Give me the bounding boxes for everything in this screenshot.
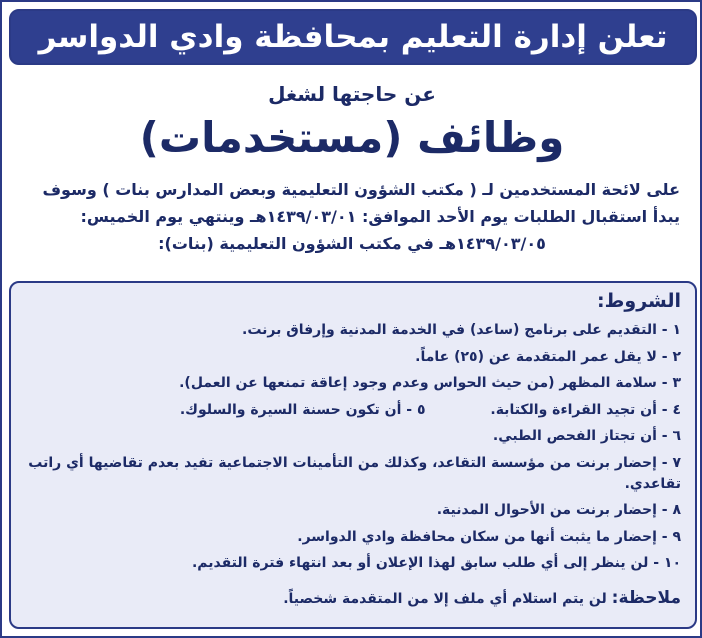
note-label: ملاحظة: bbox=[611, 588, 681, 608]
header-title: تعلن إدارة التعليم بمحافظة وادي الدواسر bbox=[38, 19, 668, 55]
description-line-2: يبدأ استقبال الطلبات يوم الأحد الموافق: ١٤٣٩/٠٣/٠١هـ وينتهي يوم الخميس: bbox=[80, 207, 680, 226]
note-text: لن يتم استلام أي ملف إلا من المتقدمة شخصياً. bbox=[283, 591, 607, 607]
condition-item-row bbox=[17, 400, 681, 421]
description bbox=[24, 176, 680, 257]
condition-item: ١ - التقديم على برنامج (ساعد) في الخدمة المدنية وإرفاق برنت. bbox=[242, 322, 681, 338]
condition-item: ٧ - إحضار برنت من مؤسسة التقاعد، وكذلك من التأمينات الاجتماعية تفيد بعدم تقاضيها أي راتب تقاعدي. bbox=[28, 454, 681, 492]
condition-item: ٢ - لا يقل عمر المتقدمة عن (٢٥) عاماً. bbox=[415, 348, 681, 365]
description-line-1: على لائحة المستخدمين لـ ( مكتب الشؤون التعليمية وبعض المدارس بنات ) وسوف bbox=[42, 180, 680, 199]
condition-item: ٦ - أن تجتاز الفحص الطبي. bbox=[492, 428, 681, 444]
intro-text: عن حاجتها لشغل bbox=[268, 82, 436, 106]
condition-item: ٥ - أن تكون حسنة السيرة والسلوك. bbox=[179, 401, 426, 418]
conditions-title: الشروط: bbox=[597, 290, 681, 312]
job-title: وظائف (مستخدمات) bbox=[139, 113, 565, 162]
conditions-panel bbox=[9, 281, 697, 629]
header-banner bbox=[9, 9, 697, 65]
note bbox=[283, 588, 681, 608]
condition-item: ٣ - سلامة المظهر (من حيث الحواس وعدم وجود إعاقة تمنعها عن العمل). bbox=[179, 375, 681, 391]
description-line-3: ١٤٣٩/٠٣/٠٥هـ في مكتب الشؤون التعليمية (بنات): bbox=[158, 234, 546, 253]
condition-item: ٤ - أن تجيد القراءة والكتابة. bbox=[490, 401, 681, 418]
condition-item: ٨ - إحضار برنت من الأحوال المدنية. bbox=[436, 502, 681, 518]
condition-item: ١٠ - لن ينظر إلى أي طلب سابق لهذا الإعلان أو بعد انتهاء فترة التقديم. bbox=[191, 555, 681, 571]
conditions-list bbox=[17, 320, 681, 580]
condition-item: ٩ - إحضار ما يثبت أنها من سكان محافظة وادي الدواسر. bbox=[297, 528, 681, 545]
